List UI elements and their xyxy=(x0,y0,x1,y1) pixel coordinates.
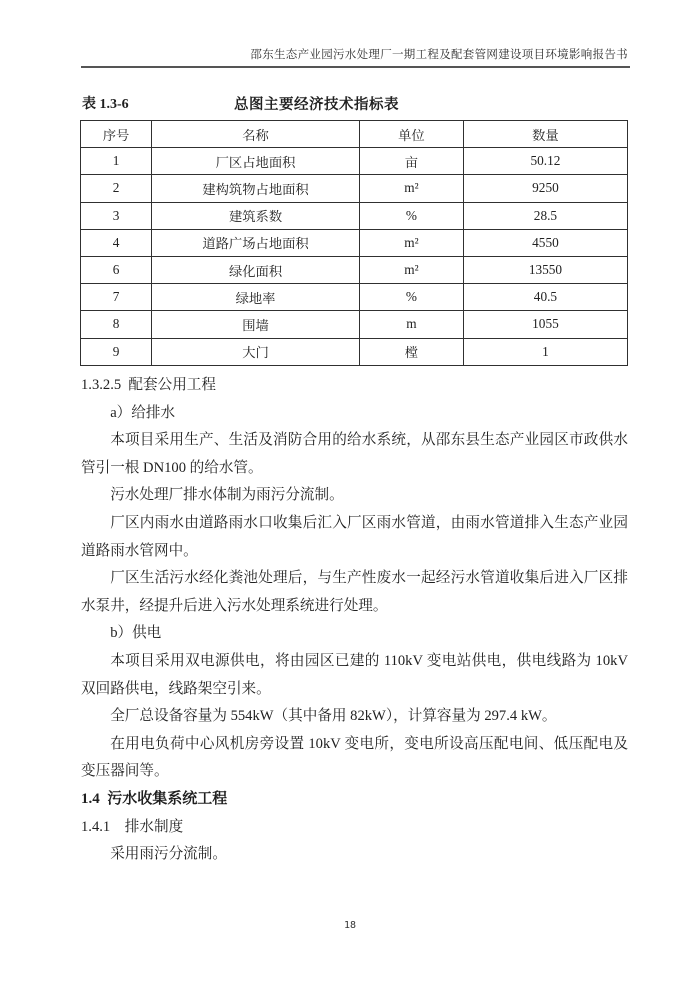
table-cell: % xyxy=(359,284,463,311)
header-rule xyxy=(81,66,630,68)
running-header: 邵东生态产业园污水处理厂一期工程及配套管网建设项目环境影响报告书 xyxy=(250,49,628,61)
table-row xyxy=(81,311,628,338)
table-cell: 绿地率 xyxy=(152,284,360,311)
table-row xyxy=(81,175,628,202)
table-cell: 绿化面积 xyxy=(152,256,360,283)
paragraph: 厂区内雨水由道路雨水口收集后汇入厂区雨水管道，由雨水管道排入生态产业园道路雨水管网中。 xyxy=(81,514,628,559)
sub-section-heading: 1.3.2.5 配套公用工程 xyxy=(81,377,216,393)
indicators-table-container xyxy=(80,120,628,366)
table-title: 总图主要经济技术指标表 xyxy=(234,97,399,113)
table-row xyxy=(81,148,628,175)
table-cell: 28.5 xyxy=(463,202,627,229)
table-row xyxy=(81,284,628,311)
table-row xyxy=(81,202,628,229)
table-cell: 50.12 xyxy=(463,148,627,175)
table-caption xyxy=(81,93,628,113)
table-row xyxy=(81,256,628,283)
sub-section-heading: 1.4.1 排水制度 xyxy=(81,818,184,835)
column-header-unit: 单位 xyxy=(359,121,463,148)
table-cell: m² xyxy=(359,175,463,202)
column-header-name: 名称 xyxy=(152,121,360,148)
document-body xyxy=(81,372,628,869)
table-cell: 樘 xyxy=(359,338,463,365)
table-cell: 大门 xyxy=(152,338,360,365)
table-cell: 建构筑物占地面积 xyxy=(152,175,360,202)
paragraph: 厂区生活污水经化粪池处理后，与生产性废水一起经污水管道收集后进入厂区排水泵井，经提升后进入污水处理系统进行处理。 xyxy=(81,570,628,614)
table-cell: 亩 xyxy=(359,148,463,175)
table-cell: 9250 xyxy=(463,175,627,202)
table-cell: 1 xyxy=(463,338,627,365)
table-cell: 3 xyxy=(81,202,152,229)
table-cell: 4550 xyxy=(463,229,627,256)
table-cell: 9 xyxy=(81,338,152,365)
table-cell: 道路广场占地面积 xyxy=(152,229,360,256)
paragraph: 本项目采用生产、生活及消防合用的给水系统，从邵东县生态产业园区市政供水管引一根 DN100 的给水管。 xyxy=(81,432,628,476)
table-cell: 1055 xyxy=(463,311,627,338)
indicators-table xyxy=(80,120,628,366)
table-cell: 7 xyxy=(81,284,152,311)
table-cell: % xyxy=(359,202,463,229)
paragraph: 本项目采用双电源供电，将由园区已建的 110kV 变电站供电，供电线路为 10kV 双回路供电，线路架空引来。 xyxy=(81,652,628,697)
section-heading: 1.4 污水收集系统工程 xyxy=(81,790,228,807)
column-header-qty: 数量 xyxy=(463,121,627,148)
table-row xyxy=(81,229,628,256)
list-item-label: a）给排水 xyxy=(110,404,176,421)
table-cell: 8 xyxy=(81,311,152,338)
table-cell: m² xyxy=(359,229,463,256)
column-header-no: 序号 xyxy=(81,121,152,148)
list-item-label: b）供电 xyxy=(110,625,162,642)
table-cell: m² xyxy=(359,256,463,283)
paragraph: 在用电负荷中心风机房旁设置 10kV 变电所，变电所设高压配电间、低压配电及变压器间等。 xyxy=(81,735,628,780)
table-cell: 1 xyxy=(81,148,152,175)
table-cell: 建筑系数 xyxy=(152,202,360,229)
table-cell: 6 xyxy=(81,256,152,283)
table-header-row xyxy=(81,121,628,148)
table-cell: 13550 xyxy=(463,256,627,283)
paragraph: 采用雨污分流制。 xyxy=(110,846,227,863)
page-number: 18 xyxy=(343,920,357,931)
table-row xyxy=(81,338,628,365)
table-cell: m xyxy=(359,311,463,338)
paragraph: 全厂总设备容量为 554kW（其中备用 82kW），计算容量为 297.4 kW。 xyxy=(110,708,557,725)
table-cell: 2 xyxy=(81,175,152,202)
table-cell: 4 xyxy=(81,229,152,256)
table-label: 表 1.3-6 xyxy=(82,97,129,112)
table-cell: 厂区占地面积 xyxy=(152,148,360,175)
table-body xyxy=(81,148,628,366)
table-cell: 40.5 xyxy=(463,284,627,311)
paragraph: 污水处理厂排水体制为雨污分流制。 xyxy=(110,487,344,504)
table-cell: 围墙 xyxy=(152,311,360,338)
